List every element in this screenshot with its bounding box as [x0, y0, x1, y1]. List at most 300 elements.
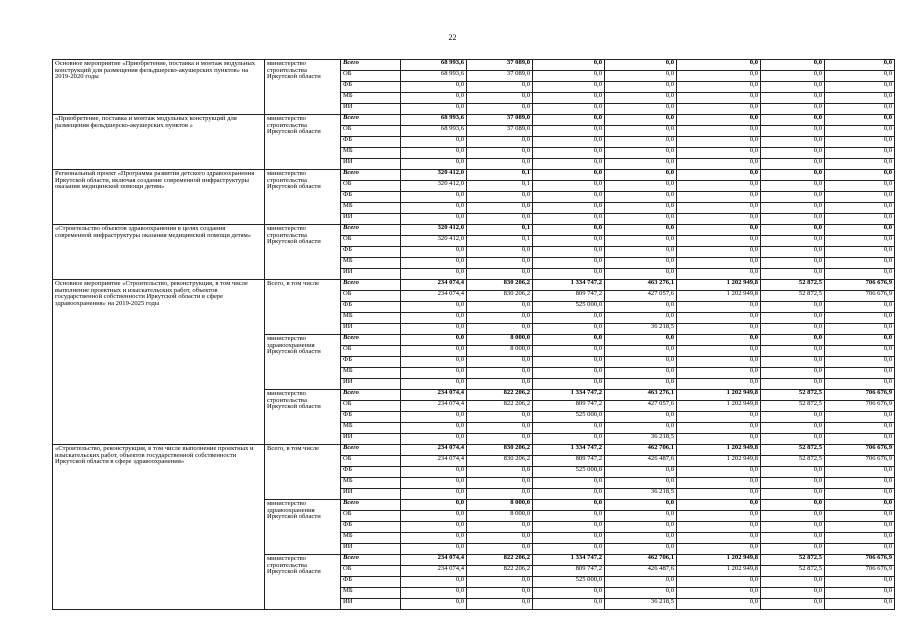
amount-cell: 320 412,0 — [401, 181, 467, 192]
amount-cell: 0,0 — [677, 137, 761, 148]
amount-cell: 0,0 — [677, 225, 761, 236]
amount-cell: 0,0 — [761, 599, 825, 610]
amount-cell: 0,0 — [467, 269, 533, 280]
responsible-executor: министерство строительства Иркутской области — [265, 390, 341, 445]
amount-cell: 0,0 — [825, 269, 895, 280]
amount-cell: 0,0 — [605, 357, 677, 368]
funding-source: МБ — [341, 148, 401, 159]
amount-cell: 0,0 — [533, 236, 605, 247]
funding-source: Всего — [341, 555, 401, 566]
amount-cell: 0,0 — [761, 357, 825, 368]
funding-source: ФБ — [341, 302, 401, 313]
amount-cell: 0,0 — [677, 533, 761, 544]
amount-cell: 8 000,0 — [467, 511, 533, 522]
amount-cell: 809 747,2 — [533, 401, 605, 412]
amount-cell: 0,0 — [677, 181, 761, 192]
budget-table — [52, 59, 895, 610]
amount-cell: 0,0 — [677, 335, 761, 346]
amount-cell: 426 487,6 — [605, 456, 677, 467]
responsible-executor: Всего, в том числе — [265, 445, 341, 500]
amount-cell: 0,0 — [677, 104, 761, 115]
amount-cell: 0,0 — [401, 577, 467, 588]
funding-source: МБ — [341, 93, 401, 104]
responsible-executor: министерство здравоохранения Иркутской области — [265, 500, 341, 555]
amount-cell: 234 074,4 — [401, 280, 467, 291]
funding-source: ОБ — [341, 346, 401, 357]
funding-source: ФБ — [341, 412, 401, 423]
amount-cell: 0,0 — [401, 357, 467, 368]
amount-cell: 0,0 — [761, 511, 825, 522]
amount-cell: 37 089,0 — [467, 71, 533, 82]
amount-cell: 0,0 — [401, 335, 467, 346]
amount-cell: 0,0 — [605, 577, 677, 588]
funding-source: ИИ — [341, 599, 401, 610]
responsible-executor: министерство строительства Иркутской области — [265, 60, 341, 115]
amount-cell: 320 412,0 — [401, 236, 467, 247]
amount-cell: 0,0 — [467, 423, 533, 434]
funding-source: ОБ — [341, 401, 401, 412]
amount-cell: 0,0 — [605, 71, 677, 82]
amount-cell: 0,0 — [825, 137, 895, 148]
amount-cell: 0,0 — [401, 104, 467, 115]
table-row — [53, 225, 895, 236]
amount-cell: 234 074,4 — [401, 566, 467, 577]
amount-cell: 0,0 — [533, 269, 605, 280]
responsible-executor: министерство здравоохранения Иркутской области — [265, 335, 341, 390]
amount-cell: 0,0 — [761, 368, 825, 379]
amount-cell: 0,0 — [761, 412, 825, 423]
amount-cell: 809 747,2 — [533, 566, 605, 577]
amount-cell: 0,0 — [605, 379, 677, 390]
amount-cell: 0,0 — [825, 533, 895, 544]
amount-cell: 0,0 — [677, 203, 761, 214]
amount-cell: 0,0 — [605, 302, 677, 313]
amount-cell: 52 872,5 — [761, 555, 825, 566]
amount-cell: 0,0 — [467, 324, 533, 335]
amount-cell: 0,0 — [825, 181, 895, 192]
amount-cell: 0,0 — [605, 192, 677, 203]
amount-cell: 52 872,5 — [761, 401, 825, 412]
amount-cell: 0,0 — [605, 104, 677, 115]
amount-cell: 0,0 — [677, 599, 761, 610]
amount-cell: 0,0 — [825, 346, 895, 357]
amount-cell: 1 202 949,8 — [677, 291, 761, 302]
amount-cell: 0,0 — [533, 379, 605, 390]
amount-cell: 0,0 — [605, 126, 677, 137]
amount-cell: 0,0 — [761, 302, 825, 313]
funding-source: ИИ — [341, 434, 401, 445]
amount-cell: 0,0 — [605, 368, 677, 379]
amount-cell: 0,0 — [533, 522, 605, 533]
amount-cell: 0,0 — [825, 104, 895, 115]
amount-cell: 0,0 — [677, 379, 761, 390]
amount-cell: 0,0 — [761, 522, 825, 533]
amount-cell: 1 202 949,8 — [677, 566, 761, 577]
amount-cell: 0,0 — [825, 489, 895, 500]
funding-source: ИИ — [341, 269, 401, 280]
amount-cell: 0,0 — [467, 489, 533, 500]
amount-cell: 0,0 — [467, 368, 533, 379]
amount-cell: 0,0 — [761, 346, 825, 357]
amount-cell: 0,0 — [533, 148, 605, 159]
amount-cell: 463 276,1 — [605, 390, 677, 401]
amount-cell: 0,0 — [825, 577, 895, 588]
amount-cell: 0,0 — [533, 115, 605, 126]
amount-cell: 0,0 — [761, 104, 825, 115]
amount-cell: 0,0 — [605, 522, 677, 533]
amount-cell: 36 218,5 — [605, 599, 677, 610]
amount-cell: 0,0 — [761, 489, 825, 500]
amount-cell: 0,0 — [825, 148, 895, 159]
amount-cell: 0,0 — [761, 258, 825, 269]
amount-cell: 0,0 — [825, 247, 895, 258]
responsible-executor: министерство строительства Иркутской области — [265, 115, 341, 170]
amount-cell: 0,0 — [467, 104, 533, 115]
funding-source: ФБ — [341, 192, 401, 203]
amount-cell: 525 000,0 — [533, 577, 605, 588]
amount-cell: 830 206,2 — [467, 445, 533, 456]
amount-cell: 0,0 — [761, 324, 825, 335]
amount-cell: 0,0 — [533, 324, 605, 335]
amount-cell: 0,0 — [401, 588, 467, 599]
amount-cell: 0,0 — [467, 533, 533, 544]
amount-cell: 462 706,1 — [605, 445, 677, 456]
amount-cell: 830 206,2 — [467, 291, 533, 302]
funding-source: ФБ — [341, 522, 401, 533]
amount-cell: 0,0 — [677, 313, 761, 324]
funding-source: Всего — [341, 225, 401, 236]
amount-cell: 0,0 — [401, 148, 467, 159]
amount-cell: 706 676,9 — [825, 280, 895, 291]
amount-cell: 0,0 — [605, 93, 677, 104]
amount-cell: 0,0 — [677, 500, 761, 511]
funding-source: Всего — [341, 170, 401, 181]
amount-cell: 0,0 — [533, 93, 605, 104]
amount-cell: 0,0 — [825, 159, 895, 170]
amount-cell: 0,0 — [761, 335, 825, 346]
amount-cell: 0,0 — [467, 82, 533, 93]
amount-cell: 0,0 — [825, 379, 895, 390]
funding-source: ОБ — [341, 566, 401, 577]
amount-cell: 0,0 — [605, 544, 677, 555]
amount-cell: 706 676,9 — [825, 291, 895, 302]
amount-cell: 1 334 747,2 — [533, 390, 605, 401]
amount-cell: 1 334 747,2 — [533, 445, 605, 456]
amount-cell: 0,0 — [401, 203, 467, 214]
amount-cell: 0,0 — [467, 544, 533, 555]
funding-source: МБ — [341, 478, 401, 489]
funding-source: Всего — [341, 500, 401, 511]
funding-source: МБ — [341, 588, 401, 599]
amount-cell: 822 206,2 — [467, 390, 533, 401]
amount-cell: 0,0 — [677, 511, 761, 522]
amount-cell: 706 676,9 — [825, 390, 895, 401]
amount-cell: 52 872,5 — [761, 390, 825, 401]
amount-cell: 0,0 — [761, 115, 825, 126]
amount-cell: 0,0 — [825, 170, 895, 181]
amount-cell: 0,0 — [677, 82, 761, 93]
amount-cell: 0,0 — [605, 533, 677, 544]
funding-source: Всего — [341, 335, 401, 346]
amount-cell: 0,0 — [401, 423, 467, 434]
amount-cell: 0,0 — [761, 159, 825, 170]
amount-cell: 8 000,0 — [467, 346, 533, 357]
amount-cell: 0,0 — [677, 522, 761, 533]
amount-cell: 234 074,4 — [401, 291, 467, 302]
amount-cell: 68 993,6 — [401, 60, 467, 71]
amount-cell: 0,0 — [677, 159, 761, 170]
amount-cell: 0,0 — [533, 247, 605, 258]
amount-cell: 0,0 — [401, 159, 467, 170]
amount-cell: 0,0 — [605, 511, 677, 522]
amount-cell: 0,0 — [467, 192, 533, 203]
amount-cell: 0,0 — [605, 181, 677, 192]
amount-cell: 0,0 — [401, 434, 467, 445]
amount-cell: 0,0 — [825, 500, 895, 511]
amount-cell: 0,0 — [761, 71, 825, 82]
amount-cell: 0,0 — [677, 588, 761, 599]
amount-cell: 0,0 — [467, 379, 533, 390]
amount-cell: 0,0 — [467, 148, 533, 159]
amount-cell: 0,0 — [401, 544, 467, 555]
amount-cell: 0,0 — [401, 489, 467, 500]
funding-source: Всего — [341, 390, 401, 401]
amount-cell: 0,0 — [533, 192, 605, 203]
amount-cell: 0,0 — [825, 544, 895, 555]
funding-source: ОБ — [341, 126, 401, 137]
amount-cell: 0,0 — [401, 192, 467, 203]
amount-cell: 234 074,4 — [401, 445, 467, 456]
funding-source: ИИ — [341, 324, 401, 335]
amount-cell: 0,0 — [825, 302, 895, 313]
funding-source: ОБ — [341, 456, 401, 467]
amount-cell: 0,0 — [761, 269, 825, 280]
amount-cell: 0,0 — [677, 324, 761, 335]
amount-cell: 0,0 — [605, 588, 677, 599]
funding-source: ФБ — [341, 82, 401, 93]
responsible-executor: министерство строительства Иркутской области — [265, 225, 341, 280]
amount-cell: 0,0 — [825, 313, 895, 324]
amount-cell: 0,1 — [467, 170, 533, 181]
amount-cell: 36 218,5 — [605, 489, 677, 500]
funding-source: ОБ — [341, 236, 401, 247]
amount-cell: 0,0 — [825, 93, 895, 104]
amount-cell: 0,0 — [401, 82, 467, 93]
amount-cell: 1 334 747,2 — [533, 555, 605, 566]
amount-cell: 0,0 — [533, 104, 605, 115]
amount-cell: 0,0 — [401, 93, 467, 104]
amount-cell: 0,1 — [467, 181, 533, 192]
amount-cell: 0,0 — [533, 434, 605, 445]
funding-source: Всего — [341, 445, 401, 456]
amount-cell: 0,0 — [467, 599, 533, 610]
amount-cell: 0,0 — [761, 434, 825, 445]
amount-cell: 0,0 — [467, 159, 533, 170]
amount-cell: 1 202 949,8 — [677, 555, 761, 566]
funding-source: МБ — [341, 368, 401, 379]
amount-cell: 320 412,0 — [401, 170, 467, 181]
amount-cell: 706 676,9 — [825, 555, 895, 566]
amount-cell: 1 334 747,2 — [533, 280, 605, 291]
amount-cell: 0,0 — [761, 148, 825, 159]
amount-cell: 234 074,4 — [401, 456, 467, 467]
amount-cell: 0,0 — [825, 423, 895, 434]
amount-cell: 0,0 — [467, 577, 533, 588]
amount-cell: 0,0 — [677, 170, 761, 181]
funding-source: МБ — [341, 533, 401, 544]
amount-cell: 0,0 — [533, 214, 605, 225]
amount-cell: 0,0 — [761, 544, 825, 555]
amount-cell: 0,0 — [761, 467, 825, 478]
amount-cell: 0,0 — [761, 126, 825, 137]
funding-source: ФБ — [341, 467, 401, 478]
amount-cell: 37 089,0 — [467, 60, 533, 71]
amount-cell: 1 202 949,8 — [677, 390, 761, 401]
amount-cell: 0,0 — [677, 467, 761, 478]
amount-cell: 0,0 — [533, 588, 605, 599]
funding-source: ОБ — [341, 181, 401, 192]
amount-cell: 0,0 — [401, 346, 467, 357]
amount-cell: 0,0 — [825, 467, 895, 478]
funding-source: ИИ — [341, 159, 401, 170]
amount-cell: 0,0 — [761, 137, 825, 148]
amount-cell: 1 202 949,8 — [677, 456, 761, 467]
amount-cell: 0,0 — [605, 412, 677, 423]
amount-cell: 0,0 — [401, 511, 467, 522]
amount-cell: 0,0 — [605, 346, 677, 357]
page-number: 22 — [448, 33, 457, 42]
amount-cell: 0,0 — [605, 478, 677, 489]
amount-cell: 68 993,6 — [401, 71, 467, 82]
measure-description: Региональный проект «Программа развития детского здравоохранения Иркутской области, включая создание современной инфраструктуры оказания медицинской помощи детям» — [53, 170, 265, 225]
amount-cell: 0,0 — [467, 588, 533, 599]
amount-cell: 0,0 — [605, 159, 677, 170]
amount-cell: 0,0 — [761, 533, 825, 544]
amount-cell: 37 089,0 — [467, 115, 533, 126]
amount-cell: 0,0 — [401, 324, 467, 335]
amount-cell: 52 872,5 — [761, 566, 825, 577]
amount-cell: 0,0 — [467, 412, 533, 423]
amount-cell: 830 206,2 — [467, 456, 533, 467]
amount-cell: 0,0 — [533, 335, 605, 346]
amount-cell: 0,0 — [761, 214, 825, 225]
amount-cell: 1 202 949,8 — [677, 401, 761, 412]
amount-cell: 0,0 — [677, 346, 761, 357]
amount-cell: 0,0 — [605, 115, 677, 126]
amount-cell: 0,0 — [605, 423, 677, 434]
funding-source: ИИ — [341, 544, 401, 555]
amount-cell: 809 747,2 — [533, 291, 605, 302]
amount-cell: 0,0 — [401, 313, 467, 324]
amount-cell: 0,0 — [401, 599, 467, 610]
amount-cell: 0,0 — [677, 93, 761, 104]
funding-source: ИИ — [341, 104, 401, 115]
amount-cell: 0,0 — [605, 82, 677, 93]
amount-cell: 0,0 — [533, 500, 605, 511]
amount-cell: 0,0 — [401, 258, 467, 269]
table-row — [53, 445, 895, 456]
funding-source: ИИ — [341, 489, 401, 500]
amount-cell: 0,0 — [677, 434, 761, 445]
amount-cell: 0,0 — [825, 522, 895, 533]
funding-source: ФБ — [341, 577, 401, 588]
measure-description: Основное мероприятие «Строительство, реконструкция, в том числе выполнение проектных и изыскательских работ, объектов государственной собственности Иркутской области в сфере здравоохранения» на 2019-2025 годы — [53, 280, 265, 445]
amount-cell: 706 676,9 — [825, 456, 895, 467]
amount-cell: 0,0 — [467, 467, 533, 478]
amount-cell: 0,0 — [401, 247, 467, 258]
amount-cell: 52 872,5 — [761, 280, 825, 291]
amount-cell: 0,0 — [825, 225, 895, 236]
funding-source: ОБ — [341, 511, 401, 522]
funding-source: ОБ — [341, 291, 401, 302]
amount-cell: 427 057,6 — [605, 291, 677, 302]
amount-cell: 0,0 — [401, 302, 467, 313]
amount-cell: 0,0 — [533, 71, 605, 82]
amount-cell: 0,0 — [605, 500, 677, 511]
amount-cell: 0,0 — [677, 214, 761, 225]
funding-source: МБ — [341, 423, 401, 434]
amount-cell: 706 676,9 — [825, 566, 895, 577]
amount-cell: 0,0 — [605, 258, 677, 269]
amount-cell: 0,0 — [467, 313, 533, 324]
amount-cell: 0,0 — [401, 214, 467, 225]
amount-cell: 0,0 — [533, 544, 605, 555]
amount-cell: 0,0 — [605, 247, 677, 258]
amount-cell: 0,0 — [467, 522, 533, 533]
amount-cell: 0,0 — [825, 357, 895, 368]
amount-cell: 52 872,5 — [761, 291, 825, 302]
amount-cell: 0,0 — [401, 269, 467, 280]
amount-cell: 0,0 — [605, 214, 677, 225]
amount-cell: 0,0 — [825, 511, 895, 522]
amount-cell: 0,0 — [533, 82, 605, 93]
amount-cell: 0,0 — [467, 247, 533, 258]
amount-cell: 0,0 — [401, 412, 467, 423]
amount-cell: 0,0 — [761, 247, 825, 258]
measure-description: Основное мероприятие «Приобретение, поставка и монтаж модульных конструкций для размещения фельдшерско-акушерских пунктов» на 2019-2020 годы — [53, 60, 265, 115]
amount-cell: 0,0 — [825, 236, 895, 247]
amount-cell: 0,0 — [677, 423, 761, 434]
funding-source: ФБ — [341, 137, 401, 148]
amount-cell: 0,0 — [677, 148, 761, 159]
amount-cell: 0,0 — [401, 137, 467, 148]
amount-cell: 809 747,2 — [533, 456, 605, 467]
table-body — [53, 60, 895, 610]
amount-cell: 822 206,2 — [467, 555, 533, 566]
amount-cell: 0,0 — [677, 544, 761, 555]
amount-cell: 0,0 — [533, 137, 605, 148]
amount-cell: 52 872,5 — [761, 456, 825, 467]
amount-cell: 0,0 — [677, 269, 761, 280]
amount-cell: 0,0 — [677, 236, 761, 247]
amount-cell: 0,0 — [761, 170, 825, 181]
amount-cell: 0,0 — [533, 533, 605, 544]
amount-cell: 0,0 — [825, 60, 895, 71]
amount-cell: 234 074,4 — [401, 390, 467, 401]
amount-cell: 0,0 — [761, 588, 825, 599]
amount-cell: 0,0 — [677, 489, 761, 500]
amount-cell: 0,1 — [467, 225, 533, 236]
measure-description: «Строительство, реконструкция, в том числе выполнение проектных и изыскательских работ, объектов государственной собственности Иркутской области в сфере здравоохранения» — [53, 445, 265, 610]
table-row — [53, 170, 895, 181]
amount-cell: 463 276,1 — [605, 280, 677, 291]
amount-cell: 0,0 — [533, 346, 605, 357]
amount-cell: 0,0 — [761, 60, 825, 71]
amount-cell: 1 202 949,8 — [677, 280, 761, 291]
amount-cell: 0,0 — [467, 203, 533, 214]
amount-cell: 0,0 — [401, 368, 467, 379]
table-row — [53, 280, 895, 291]
